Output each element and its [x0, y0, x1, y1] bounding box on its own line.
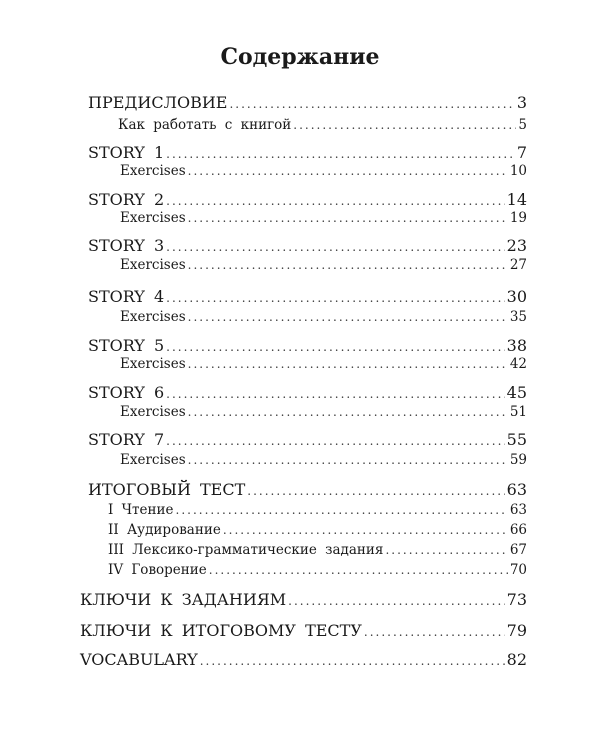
toc-entry-label: Exercises — [120, 163, 186, 179]
toc-entry — [120, 404, 527, 420]
toc-entry-label: I Чтение — [108, 502, 174, 518]
toc-entry-page: 10 — [509, 163, 527, 179]
dot-leader — [188, 310, 508, 324]
toc-entry — [80, 590, 527, 609]
toc-entry-page: 70 — [509, 562, 527, 578]
dot-leader — [188, 405, 508, 419]
dot-leader — [176, 503, 508, 517]
toc-entry-label: Exercises — [120, 309, 186, 325]
toc-entry-page: 38 — [506, 336, 527, 355]
toc-entry — [88, 383, 527, 402]
dot-leader — [166, 340, 505, 354]
dot-leader — [166, 291, 505, 305]
toc-entry — [120, 210, 527, 226]
dot-leader — [188, 211, 508, 225]
toc-entry — [88, 430, 527, 449]
toc-entry-page: 14 — [506, 190, 527, 209]
toc-entry-page: 51 — [509, 404, 527, 420]
toc-entry-label: STORY 1 — [88, 143, 165, 162]
toc-entry-page: 63 — [506, 480, 527, 499]
toc-entry-page: 23 — [506, 236, 527, 255]
toc-entry-page: 3 — [516, 93, 527, 112]
toc-entry-page: 42 — [509, 356, 527, 372]
toc-entry-page: 55 — [506, 430, 527, 449]
dot-leader — [188, 357, 508, 371]
toc-entry — [120, 257, 527, 273]
toc-entry-page: 45 — [506, 383, 527, 402]
dot-leader — [200, 654, 505, 668]
dot-leader — [209, 563, 508, 577]
dot-leader — [385, 543, 507, 557]
toc-entry — [118, 117, 527, 133]
dot-leader — [293, 118, 516, 132]
toc-entry-label: Как работать с книгой — [118, 117, 292, 133]
toc-entry — [108, 542, 527, 558]
toc-entry — [108, 562, 527, 578]
toc-entry — [108, 502, 527, 518]
dot-leader — [188, 258, 508, 272]
toc-entry — [88, 287, 527, 306]
toc-entry — [88, 143, 527, 162]
toc-entry-label: ИТОГОВЫЙ ТЕСТ — [88, 480, 246, 499]
toc-entry — [120, 309, 527, 325]
toc-entry-page: 59 — [509, 452, 527, 468]
toc-entry-label: STORY 2 — [88, 190, 165, 209]
dot-leader — [166, 147, 515, 161]
toc-entry-label: III Лексико-грамматические задания — [108, 542, 384, 558]
toc-entry-page: 19 — [509, 210, 527, 226]
toc-entry — [88, 480, 527, 499]
dot-leader — [166, 194, 505, 208]
toc-entry-label: Exercises — [120, 452, 186, 468]
toc-entry-label: Exercises — [120, 210, 186, 226]
dot-leader — [188, 453, 508, 467]
dot-leader — [247, 484, 504, 498]
toc-entry-page: 7 — [516, 143, 527, 162]
toc-entry — [80, 621, 527, 640]
toc-entry-page: 79 — [506, 621, 527, 640]
toc-entry-label: Exercises — [120, 257, 186, 273]
dot-leader — [223, 523, 508, 537]
toc-entry-page: 63 — [509, 502, 527, 518]
toc-entry-page: 30 — [506, 287, 527, 306]
toc-entry-label: IV Говорение — [108, 562, 207, 578]
toc-entry — [120, 163, 527, 179]
toc-entry — [108, 522, 527, 538]
toc-entry — [88, 93, 527, 112]
toc-entry-label: STORY 7 — [88, 430, 165, 449]
toc-entry-page: 66 — [509, 522, 527, 538]
toc-entry — [88, 190, 527, 209]
toc-entry-label: STORY 6 — [88, 383, 165, 402]
dot-leader — [166, 240, 505, 254]
toc-entry-label: Exercises — [120, 404, 186, 420]
toc-entry-label: STORY 3 — [88, 236, 165, 255]
toc-entry-label: VOCABULARY — [80, 650, 198, 669]
toc-entry — [120, 452, 527, 468]
toc-entry-label: КЛЮЧИ К ЗАДАНИЯМ — [80, 590, 287, 609]
toc-entry-page: 82 — [506, 650, 527, 669]
dot-leader — [166, 434, 505, 448]
toc-entry-label: ПРЕДИСЛОВИЕ — [88, 93, 228, 112]
toc-entry — [88, 336, 527, 355]
toc-entry-page: 5 — [518, 117, 527, 133]
toc-entry — [80, 650, 527, 669]
toc-entry-page: 35 — [509, 309, 527, 325]
toc-entry-label: II Аудирование — [108, 522, 221, 538]
page-title: Содержание — [220, 44, 380, 70]
toc-entry-page: 67 — [509, 542, 527, 558]
toc-entry — [120, 356, 527, 372]
toc-entry-page: 73 — [506, 590, 527, 609]
toc-entry — [88, 236, 527, 255]
toc-entry-label: STORY 5 — [88, 336, 165, 355]
toc-entry-page: 27 — [509, 257, 527, 273]
dot-leader — [166, 387, 505, 401]
dot-leader — [288, 594, 505, 608]
dot-leader — [188, 164, 508, 178]
toc-entry-label: Exercises — [120, 356, 186, 372]
dot-leader — [364, 625, 505, 639]
toc-entry-label: КЛЮЧИ К ИТОГОВОМУ ТЕСТУ — [80, 621, 362, 640]
toc-entry-label: STORY 4 — [88, 287, 165, 306]
dot-leader — [229, 97, 514, 111]
